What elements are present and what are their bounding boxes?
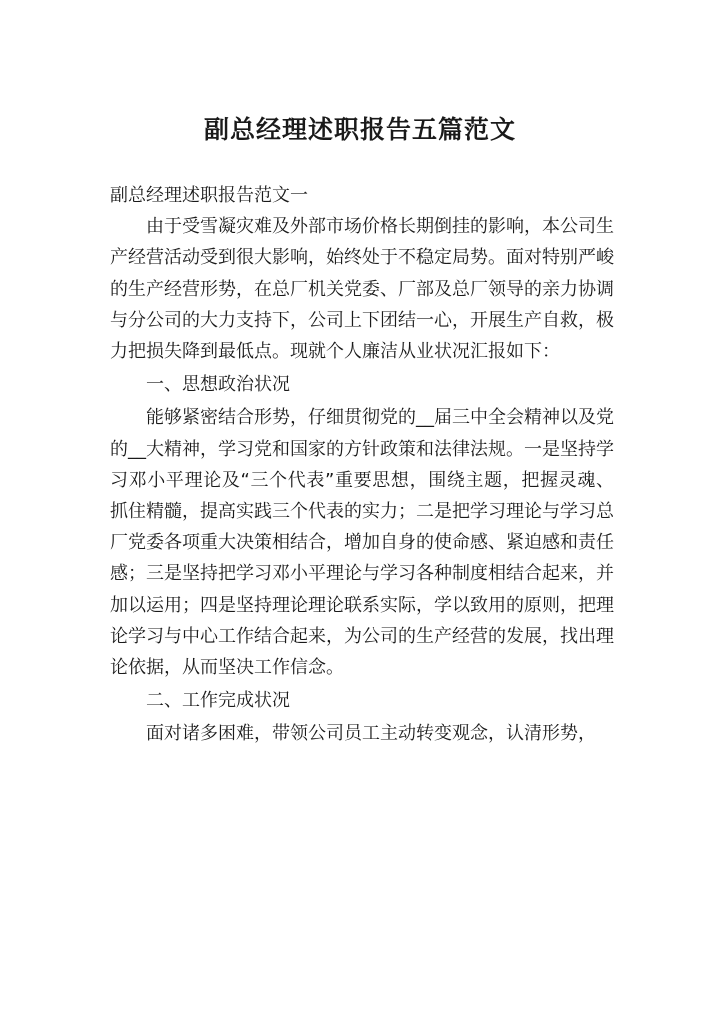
section-heading-1: 一、思想政治状况 — [146, 374, 290, 396]
section-paragraph-1: 能够紧密结合形势，仔细贯彻党的__届三中全会精神以及党的__大精神，学习党和国家的方针政策和法律法规。一是坚持学习邓小平理论及“三个代表”重要思想，围绕主题，把握灵魂、抓住精髓，提高实践三个代表的实力；二是把学习理论与学习总厂党委各项重大决策相结合，增加自身的使命感、紧迫感和责任感；三是坚持把学习邓小平理论与学习各种制度相结合起来，并加以运用；四是坚持理论理论联系实际，学以致用的原则，把理论学习与中心工作结合起来，为公司的生产经营的发展，找出理论依据，从而坚决工作信念。 — [110, 407, 614, 679]
document-subtitle: 副总经理述职报告范文一 — [110, 185, 308, 206]
section-heading-2: 二、工作完成状况 — [146, 690, 290, 712]
intro-paragraph: 由于受雪凝灾难及外部市场价格长期倒挂的影响，本公司生产经营活动受到很大影响，始终处于不稳定局势。面对特别严峻的生产经营形势，在总厂机关党委、厂部及总厂领导的亲力协调与分公司的大力支持下，公司上下团结一心，开展生产自救，极力把损失降到最低点。现就个人廉洁从业状况汇报如下： — [110, 216, 614, 363]
document-title: 副总经理述职报告五篇范文 — [203, 115, 516, 144]
section-paragraph-2: 面对诸多困难，带领公司员工主动转变观念，认清形势， — [146, 723, 596, 745]
document-body — [110, 180, 614, 750]
